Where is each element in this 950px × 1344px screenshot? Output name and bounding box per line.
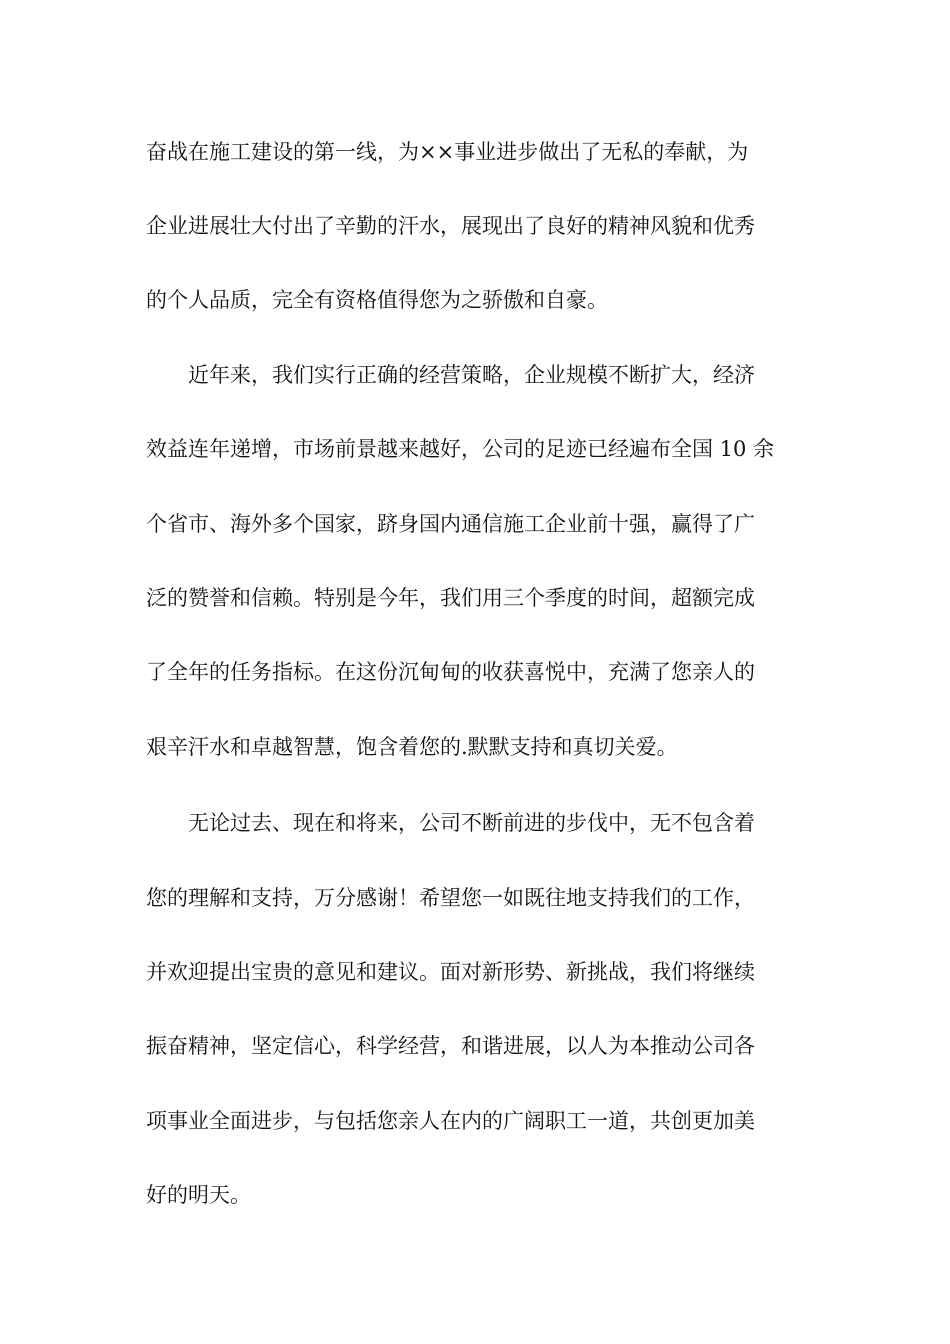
- text-line: 奋战在施工建设的第一线，为××事业进步做出了无私的奉献，为: [146, 140, 749, 164]
- text-line: 并欢迎提出宝贵的意见和建议。面对新形势、新挑战，我们将继续: [146, 960, 755, 984]
- text-line: 效益连年递增，市场前景越来越好，公司的足迹已经遍布全国 10 余: [146, 437, 775, 461]
- text-line: 的个人品质，完全有资格值得您为之骄傲和自豪。: [146, 288, 608, 312]
- text-line: 好的明天。: [146, 1183, 251, 1207]
- text-line: 振奋精神，坚定信心，科学经营，和谐进展，以人为本推动公司各: [146, 1034, 755, 1058]
- paragraph-first-line: 无论过去、现在和将来，公司不断前进的步伐中，无不包含着: [188, 811, 755, 835]
- text-line: 企业进展壮大付出了辛勤的汗水，展现出了良好的精神风貌和优秀: [146, 214, 755, 238]
- text-line: 项事业全面进步，与包括您亲人在内的广阔职工一道，共创更加美: [146, 1109, 755, 1133]
- text-line: 了全年的任务指标。在这份沉甸甸的收获喜悦中，充满了您亲人的: [146, 660, 755, 684]
- text-line: 个省市、海外多个国家，跻身国内通信施工企业前十强，赢得了广: [146, 512, 755, 536]
- paragraph-first-line: 近年来，我们实行正确的经营策略，企业规模不断扩大，经济: [188, 363, 755, 387]
- text-line: 泛的赞誉和信赖。特别是今年，我们用三个季度的时间，超额完成: [146, 586, 755, 610]
- text-line: 艰辛汗水和卓越智慧，饱含着您的.默默支持和真切关爱。: [146, 735, 678, 759]
- text-line: 您的理解和支持，万分感谢！希望您一如既往地支持我们的工作，: [146, 886, 755, 910]
